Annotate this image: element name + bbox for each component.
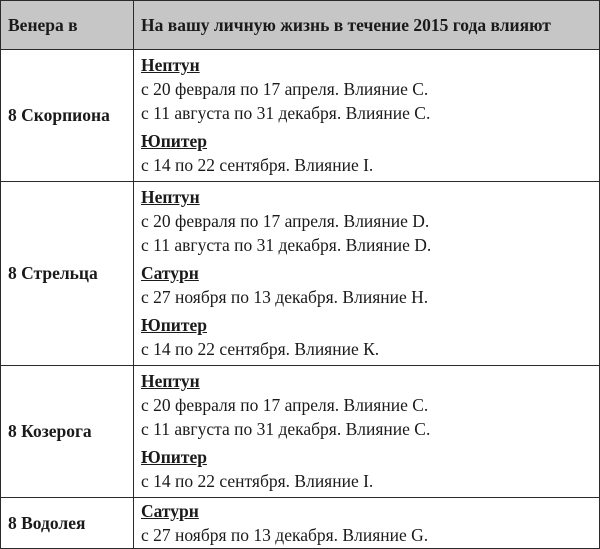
planet-block [141,445,599,493]
table-row [1,182,600,366]
period-text: с 11 августа по 31 декабря. Влияние С. [141,103,431,123]
planet-name: Юпитер [141,315,207,335]
planet-name: Юпитер [141,131,207,151]
sign-cell: 8 Водолея [1,498,134,549]
period-text: с 14 по 22 сентября. Влияние I. [141,155,374,175]
period-text: с 27 ноября по 13 декабря. Влияние Н. [141,287,429,307]
planet-name: Сатурн [141,501,199,521]
influence-cell [134,366,600,498]
influence-cell [134,50,600,182]
period-text: с 11 августа по 31 декабря. Влияние С. [141,419,431,439]
period-text: с 20 февраля по 17 апреля. Влияние С. [141,79,429,99]
planet-block [141,185,599,257]
period-text: с 20 февраля по 17 апреля. Влияние С. [141,395,429,415]
sign-cell: 8 Козерога [1,366,134,498]
influence-cell [134,498,600,549]
sign-cell: 8 Стрельца [1,182,134,366]
header-row [1,1,600,50]
influence-cell [134,182,600,366]
table-row [1,498,600,549]
period-text: с 20 февраля по 17 апреля. Влияние D. [141,211,430,231]
planet-name: Нептун [141,55,200,75]
planet-name: Юпитер [141,447,207,467]
planet-name: Нептун [141,187,200,207]
table-row [1,366,600,498]
planet-name: Сатурн [141,263,199,283]
period-text: с 27 ноября по 13 декабря. Влияние G. [141,525,429,545]
planet-block [141,369,599,441]
period-text: с 14 по 22 сентября. Влияние К. [141,339,380,359]
period-text: с 14 по 22 сентября. Влияние I. [141,471,374,491]
planet-block [141,313,599,361]
period-text: с 11 августа по 31 декабря. Влияние D. [141,235,432,255]
planet-name: Нептун [141,371,200,391]
sign-cell: 8 Скорпиона [1,50,134,182]
planet-block [141,499,599,547]
header-sign: Венера в [1,1,134,50]
planet-block [141,261,599,309]
planet-block [141,53,599,125]
header-influence: На вашу личную жизнь в течение 2015 года влияют [134,1,600,50]
table-row [1,50,600,182]
planet-block [141,129,599,177]
